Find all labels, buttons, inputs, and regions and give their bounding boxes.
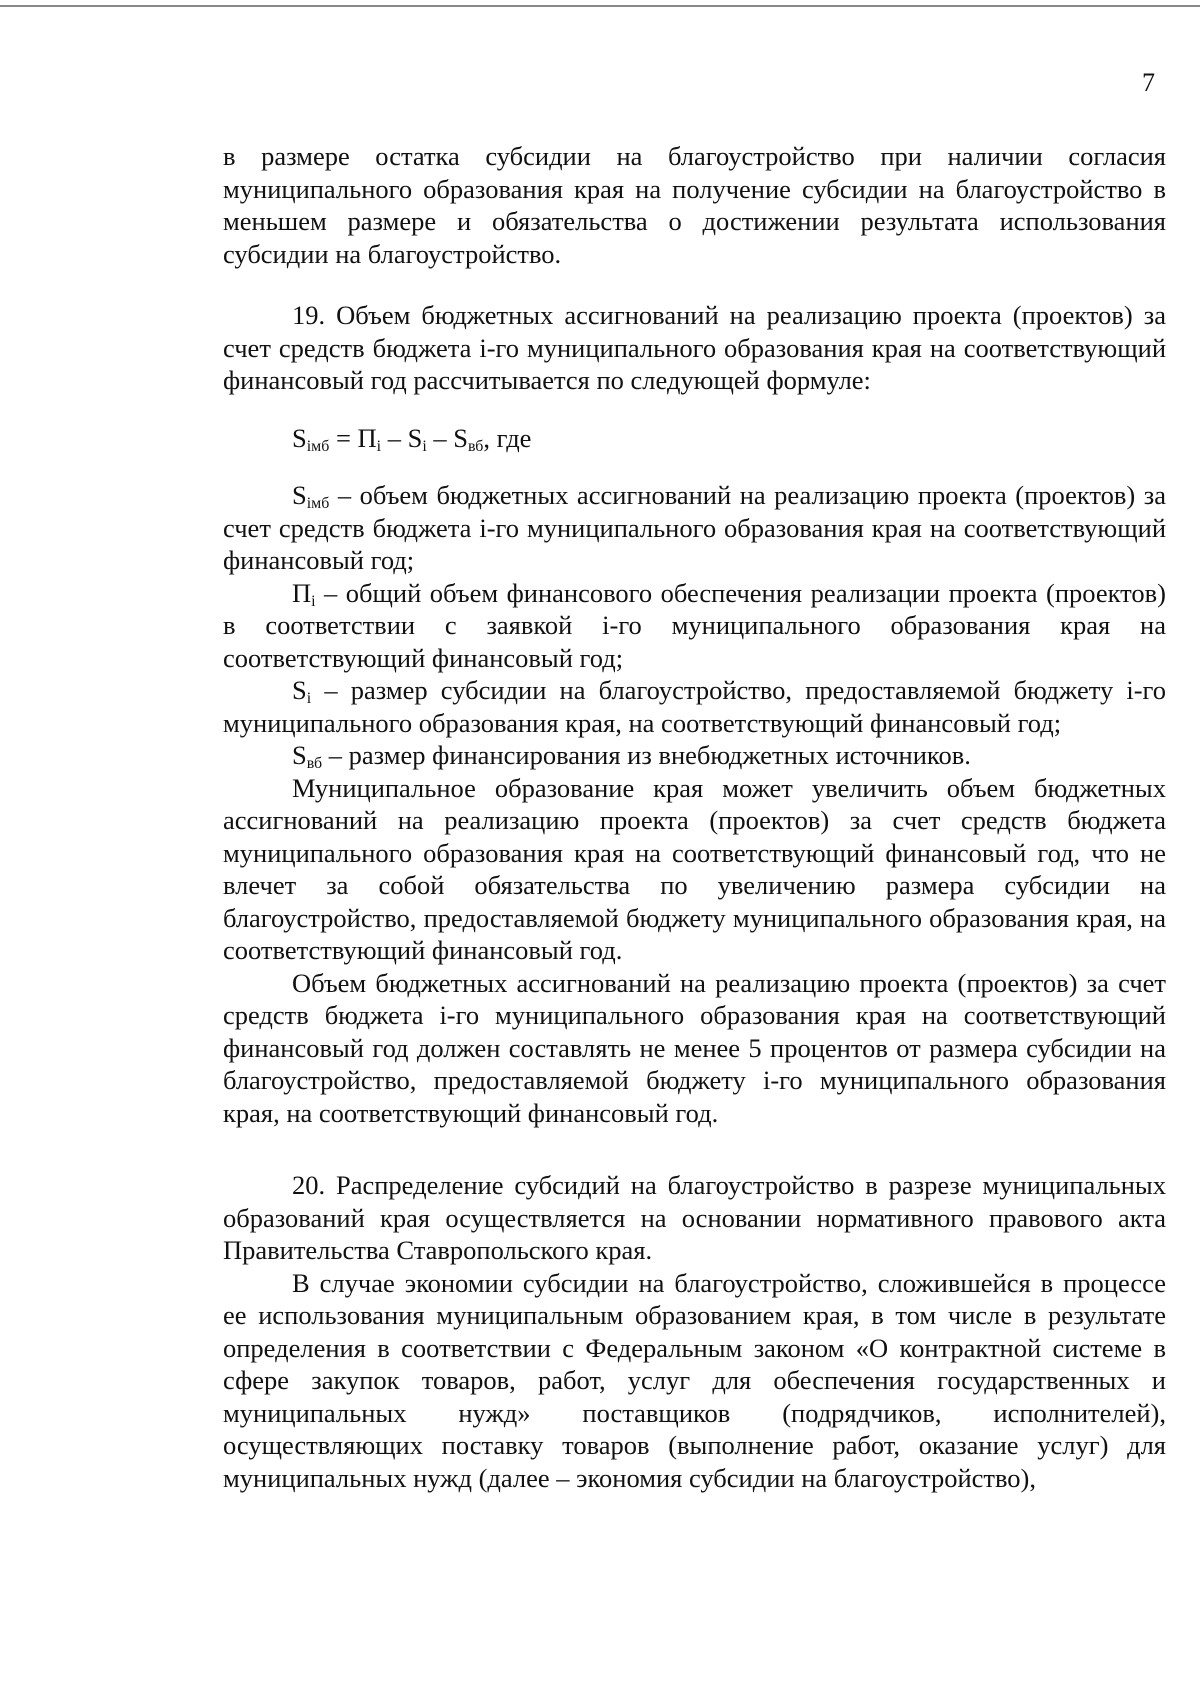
paragraph-minimum-share: Объем бюджетных ассигнований на реализацию проекта (проектов) за счет средств бюджета i-го муниципального образования края на соответствующий финансовый год должен составлять не менее 5 процентов от размера субсидии на благоустройство, предоставляемой бюджету i-го муниципального образования края, на соответствующий финансовый год. [223,967,1166,1128]
definition-svb: $S_{вб}$ – размер финансирования из внебюджетных источников. [292,740,971,772]
top-border-line [0,5,1200,7]
paragraph-savings: В случае экономии субсидии на благоустройство, сложившейся в процессе ее использования муниципальным образованием края, в том числе в результате определения в соответствии с Федеральным законом «О контрактной системе в сфере закупок товаров, работ, услуг для обеспечения государственных и муниципальных нужд» поставщиков (подрядчиков, исполнителей), осуществляющих поставку товаров (выполнение работ, оказание услуг) для муниципальных нужд (далее – экономия субсидии на благоустройство), [223,1267,1166,1493]
document-body [223,140,1166,1494]
paragraph-increase-allocation: Муниципальное образование края может увеличить объем бюджетных ассигнований на реализацию проекта (проектов) за счет средств бюджета муниципального образования края на соответствующий финансовый год, что не влечет за собой обязательства по увеличению размера субсидии на благоустройство, предоставляемой бюджету муниципального образования края, на соответствующий финансовый год. [223,772,1166,965]
definition-simb: $S_{iмб}$ – объем бюджетных ассигнований на реализацию проекта (проектов) за счет средств бюджета i-го муниципального образования края на соответствующий финансовый год; [223,480,1166,575]
page-number: 7 [1142,68,1155,97]
paragraph-19: 19. Объем бюджетных ассигнований на реализацию проекта (проектов) за счет средств бюджета i-го муниципального образования края на соответствующий финансовый год рассчитывается по следующей формуле: [223,300,1166,395]
definition-si: $S_i$ – размер субсидии на благоустройство, предоставляемой бюджету i-го муниципального образования края, на соответствующий финансовый год; [223,675,1166,738]
paragraph-20: 20. Распределение субсидий на благоустройство в разрезе муниципальных образований края осуществляется на основании нормативного правового акта Правительства Ставропольского края. [223,1170,1166,1265]
formula: $S_{iмб} = П_i - S_i - S_{вб}$, где [292,422,532,455]
paragraph-continuation: в размере остатка субсидии на благоустройство при наличии согласия муниципального образования края на получение субсидии на благоустройство в меньшем размере и обязательства о достижении результата использования субсидии на благоустройство. [223,141,1166,269]
definition-pi: $П_i$ – общий объем финансового обеспечения реализации проекта (проектов) в соответствии с заявкой i-го муниципального образования края на соответствующий финансовый год; [223,577,1166,673]
